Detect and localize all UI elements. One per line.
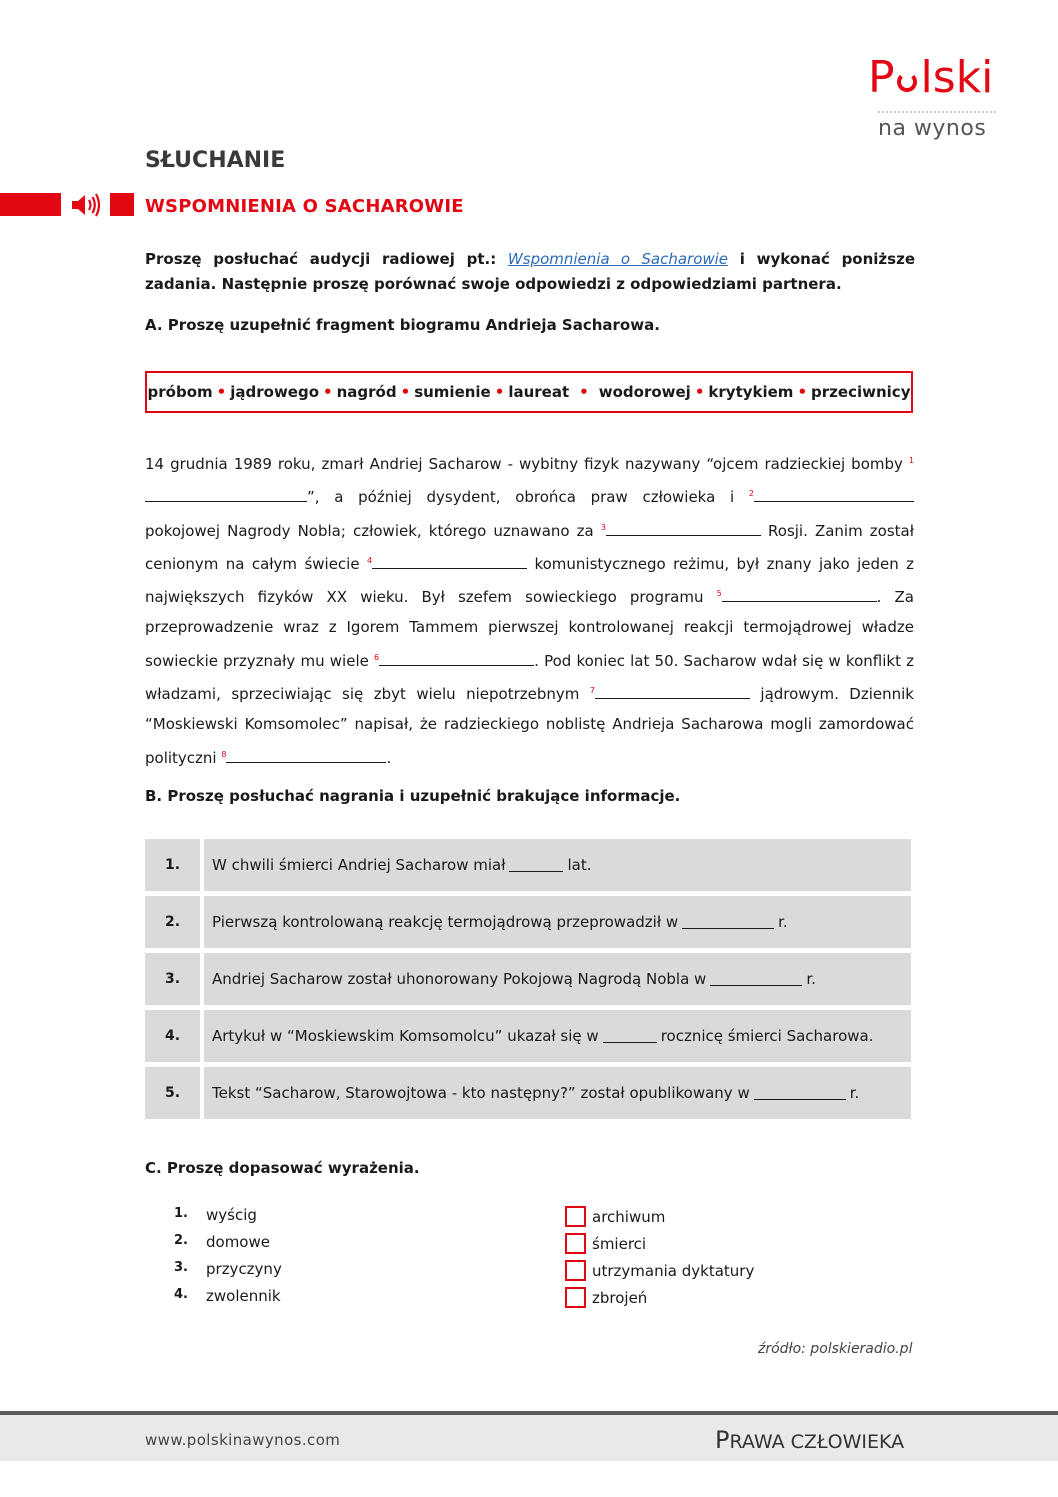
gap-number: 3 — [600, 522, 606, 532]
row-number: 1. — [145, 839, 200, 891]
gap-field[interactable] — [606, 523, 761, 536]
item-text: śmierci — [592, 1234, 647, 1253]
row-number: 3. — [145, 953, 200, 1005]
row-text-before: Andriej Sacharow został uhonorowany Pokojową Nagrodą Nobla w — [212, 970, 707, 988]
gap-field[interactable] — [379, 653, 534, 666]
red-square-marker — [110, 193, 134, 216]
bullet: • — [579, 383, 589, 401]
text-segment: komunistycznego reżimu, był znany jako jeden z największych fizyków XX wieku. Był szefem sowieckiego programu — [145, 554, 914, 607]
answer-field[interactable] — [509, 859, 563, 872]
row-text — [204, 896, 911, 948]
row-text — [204, 839, 911, 891]
answer-field[interactable] — [710, 973, 802, 986]
footer-category — [715, 1426, 904, 1454]
answer-box[interactable] — [565, 1206, 586, 1227]
list-item — [174, 1260, 282, 1287]
row-text — [204, 1067, 911, 1119]
bullet: • — [216, 383, 227, 401]
list-item — [565, 1230, 754, 1257]
logo-letter: P — [868, 52, 895, 103]
gap-number: 6 — [374, 652, 380, 662]
bullet: • — [797, 383, 808, 401]
row-text-after: r. — [849, 1084, 860, 1102]
row-text — [204, 1010, 911, 1062]
row-number: 5. — [145, 1067, 200, 1119]
table-row — [145, 953, 911, 1005]
gap-field[interactable] — [372, 556, 527, 569]
match-left-list — [174, 1206, 282, 1314]
logo-o-shape — [895, 62, 921, 92]
word: przeciwnicy — [811, 383, 911, 401]
item-text: zbrojeń — [592, 1288, 648, 1307]
answer-field[interactable] — [682, 916, 774, 929]
word-bank — [145, 371, 913, 413]
bullet: • — [494, 383, 505, 401]
item-text: domowe — [206, 1233, 270, 1251]
list-item — [565, 1257, 754, 1284]
row-number: 2. — [145, 896, 200, 948]
audio-link[interactable]: Wspomnienia o Sacharowie — [507, 250, 729, 268]
item-text: przyczyny — [206, 1260, 282, 1278]
category-rest: RAWA CZŁOWIEKA — [729, 1431, 905, 1453]
word: próbom — [147, 383, 213, 401]
gap-field[interactable] — [595, 686, 750, 699]
word: laureat — [508, 383, 570, 401]
gap-field[interactable] — [226, 750, 386, 763]
word: jądrowego — [230, 383, 320, 401]
row-text-before: Pierwszą kontrolowaną reakcję termojądrową przeprowadził w — [212, 913, 679, 931]
source-note: źródło: polskieradio.pl — [758, 1341, 913, 1357]
table-row — [145, 896, 911, 948]
category-initial: P — [715, 1426, 730, 1454]
section-b-heading: B. Proszę posłuchać nagrania i uzupełnić brakujące informacje. — [145, 787, 681, 805]
word: wodorowej — [598, 383, 691, 401]
word: krytykiem — [708, 383, 794, 401]
row-text-after: r. — [778, 913, 788, 931]
text-segment: jądrowym. Dziennik “Moskiewski Komsomolec” napisał, że radzieckiego noblistę Andrieja Sacharowa mogli zamordować polityczni — [145, 685, 914, 767]
bullet: • — [323, 383, 333, 401]
list-item — [565, 1284, 754, 1311]
bullet: • — [694, 383, 705, 401]
gap-number: 1 — [908, 456, 914, 465]
intro-part2: i wykonać poniższe zadania. Następnie proszę porównać swoje odpowiedzi z odpowiedziami partnera. — [145, 250, 915, 293]
gap-number: 7 — [589, 686, 595, 696]
list-item — [565, 1203, 754, 1230]
table-row — [145, 1067, 911, 1119]
item-number: 4. — [174, 1287, 188, 1302]
list-item — [174, 1206, 282, 1233]
red-bar — [0, 193, 61, 216]
fill-in-table — [145, 839, 911, 1124]
row-text-before: Tekst “Sacharow, Starowojtowa - kto następny?” został opublikowany w — [212, 1084, 750, 1102]
text-segment: 14 grudnia 1989 roku, zmarł Andriej Sacharow - wybitny fizyk nazywany “ojcem radzieckiej bomby — [145, 455, 909, 473]
gap-number: 5 — [716, 589, 722, 599]
row-text — [204, 953, 911, 1005]
text-segment: Rosji. Zanim został cenionym na całym świecie — [145, 521, 914, 573]
item-text: zwolennik — [206, 1287, 281, 1305]
logo-divider — [878, 111, 996, 113]
row-text-after: r. — [806, 970, 816, 988]
gap-number: 2 — [748, 489, 754, 499]
section-a-heading: A. Proszę uzupełnić fragment biogramu Andrieja Sacharowa. — [145, 316, 660, 334]
item-number: 1. — [174, 1206, 188, 1221]
gap-number: 8 — [221, 749, 227, 759]
word: sumienie — [414, 383, 491, 401]
row-number: 4. — [145, 1010, 200, 1062]
answer-field[interactable] — [754, 1087, 846, 1100]
text-segment: . Za przeprowadzenie wraz z Igorem Tammem pierwszej kontrolowanej reakcji termojądrowej władze sowieckie przyznały mu wiele — [145, 588, 914, 670]
text-segment: ”, a później dysydent, obrońca praw człowieka i — [307, 488, 749, 507]
biography-paragraph — [145, 446, 914, 773]
item-text: utrzymania dyktatury — [592, 1261, 755, 1280]
answer-box[interactable] — [565, 1260, 586, 1281]
intro-text — [145, 247, 915, 297]
section-label: SŁUCHANIE — [145, 148, 286, 173]
logo — [868, 52, 994, 103]
text-segment: . Pod koniec lat 50. Sacharow wdał się w konflikt z władzami, sprzeciwiając się zbyt wielu niepotrzebnym — [145, 651, 915, 704]
logo-tagline: na wynos — [878, 116, 987, 141]
row-text-after: lat. — [567, 856, 592, 874]
text-segment: pokojowej Nagrody Nobla; człowiek, którego uznawano za — [145, 521, 601, 540]
text-segment: . — [386, 748, 392, 767]
answer-box[interactable] — [565, 1287, 586, 1308]
row-text-before: W chwili śmierci Andriej Sacharow miał — [212, 856, 506, 874]
gap-number: 4 — [366, 555, 373, 565]
gap-field[interactable] — [722, 589, 877, 602]
gap-field[interactable] — [754, 489, 914, 502]
gap-field[interactable] — [145, 489, 307, 502]
table-row — [145, 1010, 911, 1062]
bullet: • — [400, 383, 411, 401]
match-right-list — [565, 1203, 754, 1311]
list-item — [174, 1233, 282, 1260]
row-text-before: Artykuł w “Moskiewskim Komsomolcu” ukazał się w — [212, 1027, 599, 1045]
speaker-icon[interactable] — [70, 192, 102, 218]
item-number: 3. — [174, 1260, 188, 1275]
answer-box[interactable] — [565, 1233, 586, 1254]
page-title: WSPOMNIENIA O SACHAROWIE — [145, 196, 464, 217]
item-text: wyścig — [206, 1206, 257, 1224]
word: nagród — [336, 383, 397, 401]
logo-letters: lski — [920, 52, 994, 103]
row-text-after: rocznicę śmierci Sacharowa. — [660, 1027, 874, 1045]
section-c-heading: C. Proszę dopasować wyrażenia. — [145, 1159, 420, 1177]
footer-url[interactable]: www.polskinawynos.com — [145, 1431, 341, 1449]
table-row — [145, 839, 911, 891]
answer-field[interactable] — [603, 1030, 657, 1043]
item-number: 2. — [174, 1233, 188, 1248]
item-text: archiwum — [592, 1207, 666, 1226]
list-item — [174, 1287, 282, 1314]
intro-part1: Proszę posłuchać audycji radiowej pt.: — [145, 250, 508, 268]
